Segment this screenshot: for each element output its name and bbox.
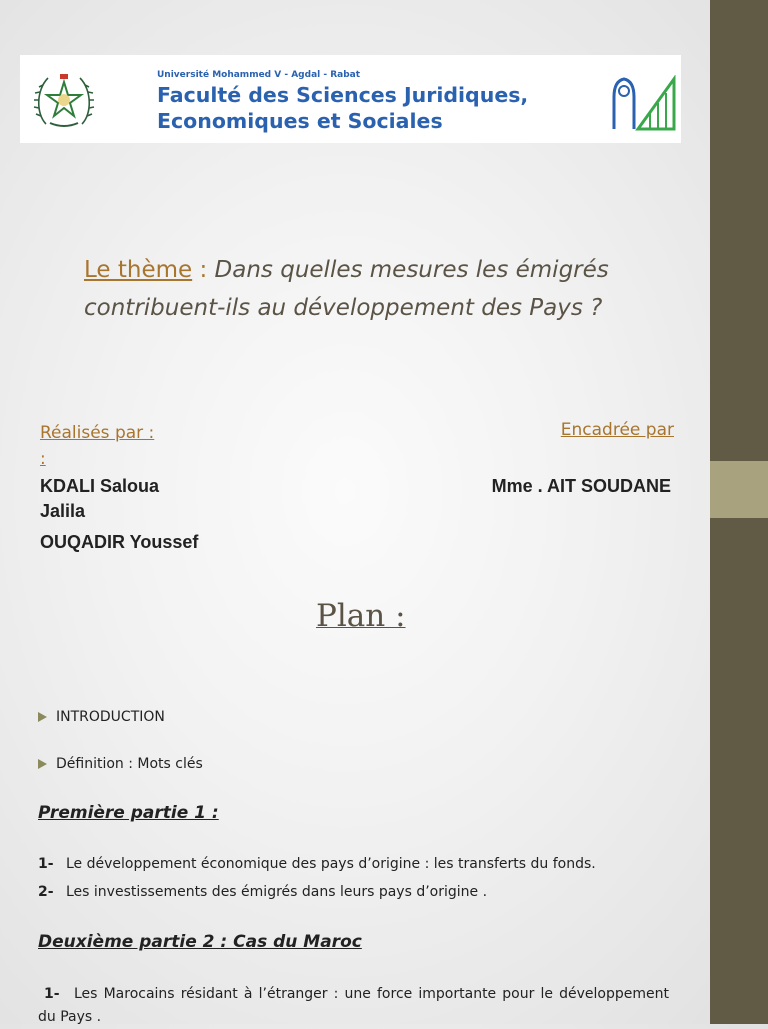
item-number: 1-	[38, 856, 54, 872]
supervisor-name: Mme . AIT SOUDANE	[491, 476, 671, 496]
plan-title: Plan :	[316, 598, 406, 634]
list-item	[38, 756, 203, 772]
theme-label: Le thème	[84, 257, 193, 283]
author-name: KDALI Saloua	[40, 476, 160, 496]
list-item-text: INTRODUCTION	[56, 709, 165, 725]
item-number: 1-	[44, 986, 60, 1002]
item-text: Les Marocains résidant à l’étranger : une force importante pour le développement du Pays .	[38, 986, 669, 1025]
author-name: OUQADIR Youssef	[40, 532, 199, 552]
item-number: 2-	[38, 884, 54, 900]
item-text: Le développement économique des pays d’origine : les transferts du fonds.	[66, 856, 596, 872]
item-text: Les investissements des émigrés dans leurs pays d’origine .	[66, 884, 488, 900]
list-item	[38, 709, 165, 725]
faculty-logo-icon	[610, 75, 678, 131]
supervisor-label: Encadrée par	[560, 420, 674, 440]
arrow-bullet-icon	[38, 759, 47, 769]
part1-heading: Première partie 1 :	[38, 803, 219, 823]
side-decoration-accent	[710, 461, 768, 518]
faculty-banner	[20, 55, 681, 143]
theme-text: Dans quelles mesures les émigrés contribuent-ils au développement des Pays ?	[84, 257, 609, 321]
theme-colon: :	[192, 257, 208, 283]
faculty-name	[157, 82, 528, 134]
list-item	[38, 856, 596, 872]
author-name: Jalila	[40, 501, 86, 521]
list-item	[38, 884, 487, 900]
part2-heading: Deuxième partie 2 : Cas du Maroc	[38, 932, 362, 952]
theme-heading	[84, 251, 684, 327]
faculty-name-line2: Economiques et Sociales	[157, 109, 443, 133]
authors-label: Réalisés par : :	[40, 423, 155, 469]
university-name: Université Mohammed V - Agdal - Rabat	[157, 70, 361, 80]
faculty-name-line1: Faculté des Sciences Juridiques,	[157, 83, 529, 107]
arrow-bullet-icon	[38, 712, 47, 722]
list-item-text: Définition : Mots clés	[56, 756, 203, 772]
university-emblem-icon	[32, 68, 96, 132]
list-item	[38, 983, 669, 1029]
